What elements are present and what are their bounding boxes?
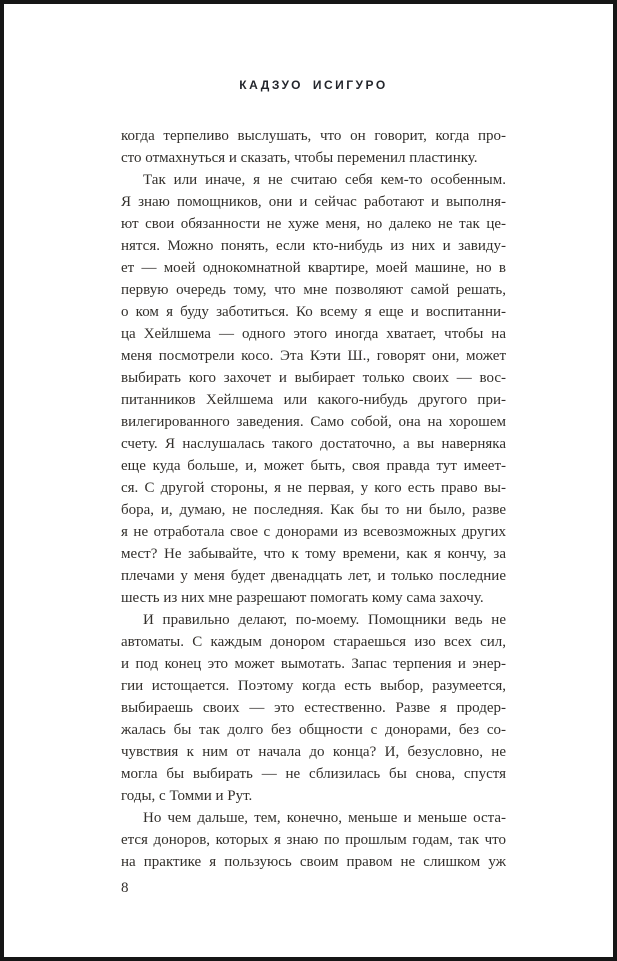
text-line: еще куда больше, и, может быть, своя правда тут имеет- (121, 458, 506, 474)
text-line: питанников Хейлшема или какого-нибудь другого при- (121, 392, 506, 408)
text-line: Так или иначе, я не считаю себя кем-то особенным. (143, 172, 506, 188)
text-line: Но чем дальше, тем, конечно, меньше и меньше оста- (143, 810, 506, 826)
text-line: плечами у меня будет двенадцать лет, и только последние (121, 568, 506, 584)
text-line: ют свои обязанности не хуже меня, но далеко не так це- (121, 216, 506, 232)
text-line: ца Хейлшема — одного этого иногда хватает, чтобы на (121, 326, 506, 342)
text-line: сто отмахнуться и сказать, чтобы переменил пластинку. (121, 150, 478, 166)
text-line: Я знаю помощников, они и сейчас работают и выполня- (121, 194, 506, 210)
text-line: о ком я буду заботиться. Ко всему я еще и воспитанни- (121, 304, 506, 320)
text-line: на практике я пользуюсь своим правом не слишком уж (121, 854, 506, 870)
text-line: ся. С другой стороны, я не первая, у кого есть право вы- (121, 480, 506, 496)
text-line: мест? Не забывайте, что к тому времени, как я кончу, за (121, 546, 506, 562)
running-header: КАДЗУО ИСИГУРО (239, 78, 388, 92)
text-line: бора, и, думаю, не последняя. Как бы то ни было, разве (121, 502, 506, 518)
text-line: вилегированного заведения. Само собой, она на хорошем (121, 414, 506, 430)
text-line: ется доноров, которых я знаю по прошлым годам, так что (121, 832, 506, 848)
page-body-text (121, 125, 506, 873)
text-line: меня посмотрели косо. Эта Кэти Ш., говорят они, может (121, 348, 506, 364)
text-line: когда терпеливо выслушать, что он говорит, когда про- (121, 128, 506, 144)
text-line: первую очередь тому, что мне позволяют самой решать, (121, 282, 506, 298)
text-line: могла бы выбирать — не сблизилась бы снова, спустя (121, 766, 506, 782)
text-line: выбирать кого захочет и выбирает только своих — вос- (121, 370, 506, 386)
text-line: гии истощается. Поэтому когда есть выбор, разумеется, (121, 678, 506, 694)
text-line: автоматы. С каждым донором стараешься изо всех сил, (121, 634, 506, 650)
text-line: шесть из них мне разрешают помогать кому сама захочу. (121, 590, 484, 606)
text-line: чувствия к ним от начала до конца? И, безусловно, не (121, 744, 506, 760)
paragraph (121, 807, 506, 873)
paragraph (121, 125, 506, 169)
text-line: ет — моей однокомнатной квартире, моей машине, но в (121, 260, 506, 276)
text-line: жалась бы так долго без общности с донорами, без со- (121, 722, 506, 738)
text-line: выбираешь своих — это естественно. Разве я продер- (121, 700, 506, 716)
text-line: годы, с Томми и Рут. (121, 788, 253, 804)
text-line: нятся. Можно понять, если кто-нибудь из них и завиду- (121, 238, 506, 254)
text-line: и под конец это может вымотать. Запас терпения и энер- (121, 656, 506, 672)
page-number: 8 (121, 880, 129, 896)
text-line: И правильно делают, по-моему. Помощники ведь не (143, 612, 506, 628)
text-line: счету. Я наслушалась такого достаточно, а вы наверняка (121, 436, 506, 452)
paragraph (121, 169, 506, 609)
paragraph (121, 609, 506, 807)
text-line: я не отработала свое с донорами из всевозможных других (121, 524, 506, 540)
